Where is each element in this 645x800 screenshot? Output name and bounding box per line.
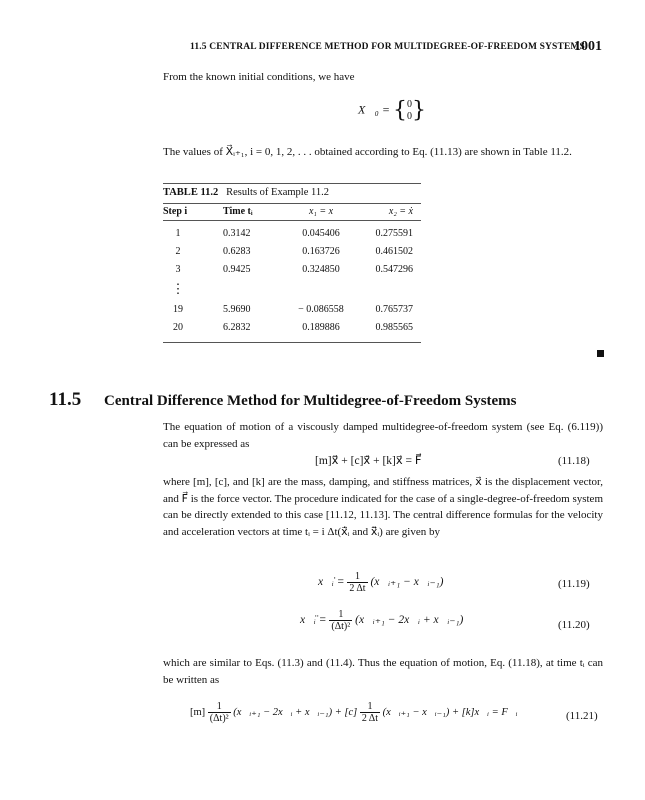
equation-11-19 <box>318 571 443 594</box>
cell-time: 0.9425 <box>223 263 251 275</box>
cell-x2: 0.461502 <box>375 245 413 257</box>
eq1121-numerator-1: 1 <box>208 701 231 713</box>
cell-time: 6.2832 <box>223 321 251 333</box>
cell-x1: 0.045406 <box>302 227 340 239</box>
eq1120-denominator: (Δt)² <box>331 621 351 632</box>
paragraph-2: where [m], [c], and [k] are the mass, damping, and stiffness matrices, x⃗ is the displacement vector, and F⃗ is the force vector. The procedure indicated for the case of a single-degree-of-freedom system can be directly extended to this case [11.12, 11.13]. The central difference formulas for the velocity and acceleration vectors at time tᵢ = i Δt(x⃗̇ᵢ and x⃗̈ᵢ) are given by <box>163 476 603 539</box>
equation-number-11-19: (11.19) <box>558 578 590 590</box>
eq1120-lhs: x⃗̈ᵢ = <box>300 614 327 627</box>
table-row <box>163 260 421 278</box>
initial-condition-equation <box>358 98 426 123</box>
cell-x2: 0.985565 <box>375 321 413 333</box>
section-title: Central Difference Method for Multidegree-of-Freedom Systems <box>104 393 517 409</box>
header-time: Time tᵢ <box>223 206 253 217</box>
cell-vertical-ellipsis: ⋮ <box>171 281 185 296</box>
eq1121-mass-matrix: [m] <box>190 706 206 718</box>
left-brace: { <box>392 98 407 123</box>
cell-step: 20 <box>173 321 183 333</box>
cell-step: 19 <box>173 303 183 315</box>
eq1121-numerator-2: 1 <box>360 701 380 713</box>
eq1119-fraction <box>347 571 367 594</box>
cell-x1: 0.163726 <box>302 245 340 257</box>
equation-11-21 <box>190 701 518 724</box>
table-header-rule-bottom <box>163 220 421 221</box>
paragraph-1: The equation of motion of a viscously damped multidegree-of-freedom system (see Eq. (6.119)) can be expressed as <box>163 421 603 450</box>
table-caption: Results of Example 11.2 <box>226 187 329 198</box>
equation-11-18: [m]x⃗̈ + [c]x⃗̇ + [k]x⃗ = F⃗ <box>315 455 422 467</box>
cell-x1: − 0.086558 <box>298 303 344 315</box>
eq1121-part-2: (x⃗ᵢ₊₁ − x⃗ᵢ₋₁) + [k]x⃗ᵢ = F⃗ᵢ <box>382 706 518 718</box>
eq1121-fraction-2 <box>360 701 380 724</box>
eq1120-numerator: 1 <box>329 609 352 621</box>
table-header <box>163 204 421 220</box>
values-line: The values of X⃗ᵢ₊₁, i = 0, 1, 2, . . . obtained according to Eq. (11.13) are shown in Table 11.2. <box>163 146 572 158</box>
table-row-ellipsis <box>163 278 421 300</box>
equation-number-11-18: (11.18) <box>558 455 590 467</box>
header-step: Step i <box>163 206 188 217</box>
cell-x2: 0.547296 <box>375 263 413 275</box>
table-bottom-rule <box>163 342 421 343</box>
cell-x2: 0.765737 <box>375 303 413 315</box>
table-row <box>163 242 421 260</box>
end-of-example-square-icon <box>597 350 604 357</box>
eq1119-lhs: x⃗̇ᵢ = <box>318 576 345 589</box>
eq1121-fraction-1 <box>208 701 231 724</box>
cell-time: 0.3142 <box>223 227 251 239</box>
cell-step: 1 <box>175 227 181 239</box>
cell-step: 2 <box>175 245 181 257</box>
cell-time: 5.9690 <box>223 303 251 315</box>
table-row <box>163 318 421 336</box>
cell-step: 3 <box>175 263 181 275</box>
cell-x1: 0.324850 <box>302 263 340 275</box>
section-number: 11.5 <box>49 389 82 410</box>
page-number: 1001 <box>574 39 602 54</box>
table-row <box>163 224 421 242</box>
equation-number-11-20: (11.20) <box>558 619 590 631</box>
intro-text: From the known initial conditions, we have <box>163 71 355 83</box>
eq1119-rhs: (x⃗ᵢ₊₁ − x⃗ᵢ₋₁) <box>370 576 444 589</box>
eq1121-part-1: (x⃗ᵢ₊₁ − 2x⃗ᵢ + x⃗ᵢ₋₁) + [c] <box>233 706 358 718</box>
table-row <box>163 300 421 318</box>
header-x2: x₂ = ẋ <box>388 206 413 217</box>
cell-x2: 0.275591 <box>375 227 413 239</box>
cell-time: 0.6283 <box>223 245 251 257</box>
eq1121-denominator-2: 2 Δt <box>361 713 379 724</box>
eq1119-numerator: 1 <box>347 571 367 583</box>
eq1120-rhs: (x⃗ᵢ₊₁ − 2x⃗ᵢ + x⃗ᵢ₋₁) <box>355 614 464 627</box>
equation-number-11-21: (11.21) <box>566 710 598 722</box>
results-table <box>163 183 421 343</box>
running-head: 11.5 CENTRAL DIFFERENCE METHOD FOR MULTIDEGREE-OF-FREEDOM SYSTEMS <box>190 42 585 52</box>
vector-bottom: 0 <box>406 110 412 122</box>
paragraph-3: which are similar to Eqs. (11.3) and (11.4). Thus the equation of motion, Eq. (11.18), at time tᵢ can be written as <box>163 657 603 686</box>
eq1121-denominator-1: (Δt)² <box>209 713 229 724</box>
table-title <box>163 184 421 203</box>
equation-lhs: X⃗₀ = <box>358 102 390 117</box>
header-x1: x₁ = x <box>308 206 334 217</box>
eq1119-denominator: 2 Δt <box>349 583 366 594</box>
vector-top: 0 <box>406 98 412 110</box>
right-brace: } <box>411 98 426 123</box>
cell-x1: 0.189886 <box>302 321 340 333</box>
table-label: TABLE 11.2 <box>163 187 219 198</box>
eq1120-fraction <box>329 609 352 632</box>
equation-11-20 <box>300 609 463 632</box>
